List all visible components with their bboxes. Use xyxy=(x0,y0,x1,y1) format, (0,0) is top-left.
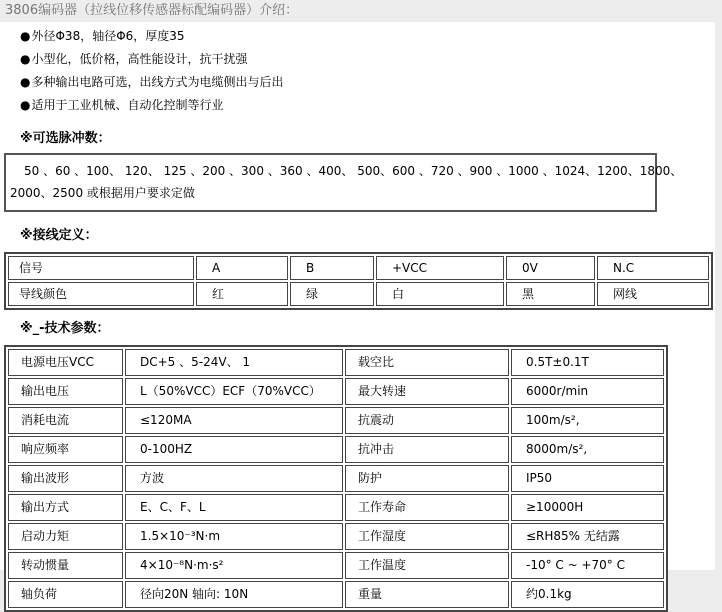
wiring-cell: B xyxy=(290,256,374,280)
bullet-icon: ● xyxy=(20,98,31,112)
param-label-cell: 轴负荷 xyxy=(8,581,123,608)
wiring-table xyxy=(4,252,713,310)
param-label-cell: 工作温度 xyxy=(345,552,509,579)
wiring-cell: 网线 xyxy=(597,282,709,306)
wiring-header-row xyxy=(8,256,709,280)
wiring-cell: +VCC xyxy=(376,256,504,280)
param-value-cell: 4×10⁻⁸N·m·s² xyxy=(125,552,343,579)
pulse-options-line2: 2000、2500 或根据用户要求定做 xyxy=(10,186,195,200)
param-value-cell: ≥10000H xyxy=(511,494,664,521)
param-label-cell: 抗冲击 xyxy=(345,436,509,463)
param-value-cell: 6000r/min xyxy=(511,378,664,405)
param-value-cell: 0.5T±0.1T xyxy=(511,349,664,376)
param-value-cell: ≤120MA xyxy=(125,407,343,434)
wiring-cell: 信号 xyxy=(8,256,194,280)
param-label-cell: 输出波形 xyxy=(8,465,123,492)
param-label-cell: 工作湿度 xyxy=(345,523,509,550)
param-label-cell: 载空比 xyxy=(345,349,509,376)
param-label-cell: 输出电压 xyxy=(8,378,123,405)
content-area xyxy=(0,22,715,601)
feature-list xyxy=(0,22,715,117)
feature-text: 多种输出电路可选，出线方式为电缆侧出与后出 xyxy=(31,75,284,89)
param-value-cell: -10° C ~ +70° C xyxy=(511,552,664,579)
wiring-cell: A xyxy=(196,256,288,280)
page-title: 3806编码器（拉线位移传感器标配编码器）介绍： xyxy=(0,0,722,22)
param-value-cell: DC+5 、5-24V、 1 xyxy=(125,349,343,376)
wiring-cell: 导线颜色 xyxy=(8,282,194,306)
param-label-cell: 转动惯量 xyxy=(8,552,123,579)
param-row xyxy=(8,552,664,579)
param-value-cell: 100m/s², xyxy=(511,407,664,434)
param-row xyxy=(8,581,664,608)
param-value-cell: 约0.1kg xyxy=(511,581,664,608)
param-row xyxy=(8,407,664,434)
param-label-cell: 响应频率 xyxy=(8,436,123,463)
param-label-cell: 电源电压VCC xyxy=(8,349,123,376)
param-value-cell: IP50 xyxy=(511,465,664,492)
param-value-cell: L（50%VCC）ECF（70%VCC） xyxy=(125,378,343,405)
bullet-icon: ● xyxy=(20,29,31,43)
param-value-cell: 方波 xyxy=(125,465,343,492)
feature-item xyxy=(20,25,715,48)
wiring-cell: 绿 xyxy=(290,282,374,306)
params-table xyxy=(4,345,668,612)
wiring-cell: 0V xyxy=(506,256,595,280)
param-label-cell: 消耗电流 xyxy=(8,407,123,434)
param-row xyxy=(8,523,664,550)
param-value-cell: ≤RH85% 无结露 xyxy=(511,523,664,550)
feature-item xyxy=(20,71,715,94)
param-label-cell: 重量 xyxy=(345,581,509,608)
param-label-cell: 最大转速 xyxy=(345,378,509,405)
param-value-cell: 径向20N 轴向: 10N xyxy=(125,581,343,608)
wiring-cell: N.C xyxy=(597,256,709,280)
param-row xyxy=(8,378,664,405)
pulse-options-box xyxy=(4,153,683,212)
wiring-cell: 白 xyxy=(376,282,504,306)
wiring-cell: 黑 xyxy=(506,282,595,306)
feature-text: 小型化，低价格，高性能设计，抗干扰强 xyxy=(31,52,248,66)
param-row xyxy=(8,494,664,521)
param-label-cell: 工作寿命 xyxy=(345,494,509,521)
param-value-cell: 8000m/s², xyxy=(511,436,664,463)
feature-item xyxy=(20,94,715,117)
param-label-cell: 启动力矩 xyxy=(8,523,123,550)
bullet-icon: ● xyxy=(20,52,31,66)
param-row xyxy=(8,349,664,376)
param-row xyxy=(8,465,664,492)
param-label-cell: 输出方式 xyxy=(8,494,123,521)
feature-text: 外径Φ38，轴径Φ6，厚度35 xyxy=(31,29,185,43)
feature-item xyxy=(20,48,715,71)
bullet-icon: ● xyxy=(20,75,31,89)
pulse-section-heading: ※可选脉冲数： xyxy=(20,131,111,146)
wiring-color-row xyxy=(8,282,709,306)
param-label-cell: 防护 xyxy=(345,465,509,492)
wiring-cell: 红 xyxy=(196,282,288,306)
param-value-cell: 1.5×10⁻³N·m xyxy=(125,523,343,550)
pulse-options-line1: 50 、60 、100、 120、 125 、200 、300 、360 、400、 500、600 、720 、900 、1000 、1024、1200、1800、 xyxy=(24,164,683,178)
wiring-section-heading: ※接线定义： xyxy=(20,228,98,243)
feature-text: 适用于工业机械、自动化控制等行业 xyxy=(31,98,224,112)
param-value-cell: E、C、F、L xyxy=(125,494,343,521)
param-value-cell: 0-100HZ xyxy=(125,436,343,463)
param-label-cell: 抗震动 xyxy=(345,407,509,434)
params-section-heading: ※_-技术参数： xyxy=(20,321,110,336)
param-row xyxy=(8,436,664,463)
